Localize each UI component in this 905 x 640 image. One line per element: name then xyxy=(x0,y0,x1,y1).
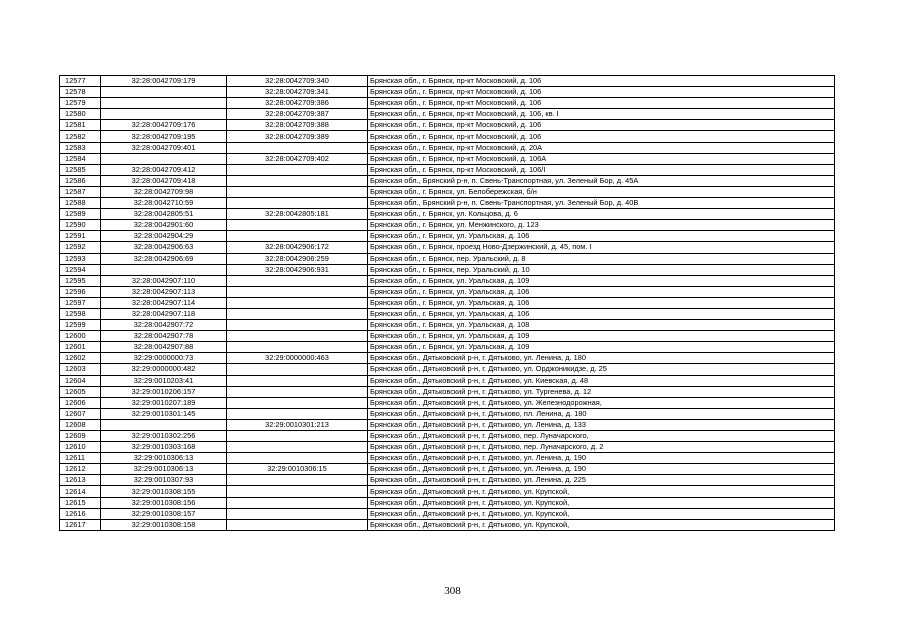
address-cell: Брянская обл., г. Брянск, ул. Уральская, д. 109 xyxy=(368,275,835,286)
linked-cadastral-number-cell xyxy=(227,164,368,175)
cadastral-number-cell xyxy=(101,87,227,98)
address-cell: Брянская обл., г. Брянск, пр-кт Московский, д. 106 xyxy=(368,87,835,98)
table-row xyxy=(60,242,835,253)
table-row xyxy=(60,497,835,508)
table-row xyxy=(60,220,835,231)
row-number-cell: 12609 xyxy=(60,431,101,442)
cadastral-number-cell: 32:29:0010308:158 xyxy=(101,519,227,530)
cadastral-number-cell: 32:28:0042907:72 xyxy=(101,320,227,331)
linked-cadastral-number-cell: 32:29:0010301:213 xyxy=(227,419,368,430)
table-row xyxy=(60,297,835,308)
cadastral-number-cell: 32:28:0042709:176 xyxy=(101,120,227,131)
linked-cadastral-number-cell: 32:29:0010306:15 xyxy=(227,464,368,475)
linked-cadastral-number-cell xyxy=(227,386,368,397)
address-cell: Брянская обл., г. Брянск, пр-кт Московский, д. 106, кв. I xyxy=(368,109,835,120)
cadastral-number-cell: 32:28:0042709:179 xyxy=(101,76,227,87)
address-cell: Брянская обл., г. Брянск, ул. Уральская, д. 106 xyxy=(368,297,835,308)
table-row xyxy=(60,342,835,353)
row-number-cell: 12614 xyxy=(60,486,101,497)
cadastral-number-cell: 32:29:0010203:41 xyxy=(101,375,227,386)
linked-cadastral-number-cell xyxy=(227,475,368,486)
table-row xyxy=(60,320,835,331)
row-number-cell: 12590 xyxy=(60,220,101,231)
table-row xyxy=(60,142,835,153)
linked-cadastral-number-cell xyxy=(227,142,368,153)
row-number-cell: 12585 xyxy=(60,164,101,175)
linked-cadastral-number-cell xyxy=(227,186,368,197)
address-cell: Брянская обл., Дятьковский р-н, г. Дятьково, ул. Ленина, д. 225 xyxy=(368,475,835,486)
cadastral-number-cell: 32:28:0042907:110 xyxy=(101,275,227,286)
row-number-cell: 12605 xyxy=(60,386,101,397)
row-number-cell: 12582 xyxy=(60,131,101,142)
address-cell: Брянская обл., г. Брянск, пер. Уральский, д. 8 xyxy=(368,253,835,264)
table-row xyxy=(60,264,835,275)
row-number-cell: 12580 xyxy=(60,109,101,120)
address-cell: Брянская обл., г. Брянск, пер. Уральский, д. 10 xyxy=(368,264,835,275)
cadastral-number-cell: 32:29:0010302:256 xyxy=(101,431,227,442)
page-number: 308 xyxy=(444,585,461,597)
linked-cadastral-number-cell: 32:28:0042709:340 xyxy=(227,76,368,87)
address-cell: Брянская обл., г. Брянск, проезд Ново-Дзержинский, д. 45, пом. I xyxy=(368,242,835,253)
table-row xyxy=(60,186,835,197)
linked-cadastral-number-cell xyxy=(227,442,368,453)
table-row xyxy=(60,308,835,319)
linked-cadastral-number-cell xyxy=(227,308,368,319)
table-row xyxy=(60,375,835,386)
linked-cadastral-number-cell xyxy=(227,375,368,386)
address-cell: Брянская обл., г. Брянск, ул. Уральская, д. 106 xyxy=(368,308,835,319)
row-number-cell: 12603 xyxy=(60,364,101,375)
address-cell: Брянская обл., г. Брянск, ул. Уральская, д. 108 xyxy=(368,320,835,331)
address-cell: Брянская обл., Дятьковский р-н, г. Дятьково, ул. Киевская, д. 48 xyxy=(368,375,835,386)
cadastral-number-cell: 32:28:0042709:418 xyxy=(101,175,227,186)
table-row xyxy=(60,286,835,297)
table-row xyxy=(60,153,835,164)
address-cell: Брянская обл., Дятьковский р-н, г. Дятьково, ул. Крупской, xyxy=(368,508,835,519)
address-cell: Брянская обл., г. Брянск, ул. Менжинского, д. 123 xyxy=(368,220,835,231)
row-number-cell: 12600 xyxy=(60,331,101,342)
table-row xyxy=(60,442,835,453)
table-row xyxy=(60,275,835,286)
row-number-cell: 12598 xyxy=(60,308,101,319)
linked-cadastral-number-cell xyxy=(227,431,368,442)
row-number-cell: 12592 xyxy=(60,242,101,253)
linked-cadastral-number-cell: 32:28:0042805:181 xyxy=(227,209,368,220)
linked-cadastral-number-cell xyxy=(227,453,368,464)
cadastral-number-cell: 32:28:0042907:114 xyxy=(101,297,227,308)
table-row xyxy=(60,364,835,375)
cadastral-number-cell: 32:28:0042709:98 xyxy=(101,186,227,197)
table-row xyxy=(60,231,835,242)
linked-cadastral-number-cell xyxy=(227,486,368,497)
linked-cadastral-number-cell xyxy=(227,497,368,508)
linked-cadastral-number-cell xyxy=(227,198,368,209)
linked-cadastral-number-cell xyxy=(227,331,368,342)
cadastral-number-cell: 32:28:0042709:412 xyxy=(101,164,227,175)
address-cell: Брянская обл., Дятьковский р-н, г. Дятьково, пл. Ленина, д. 180 xyxy=(368,408,835,419)
address-cell: Брянская обл., г. Брянск, пр-кт Московский, д. 20А xyxy=(368,142,835,153)
address-cell: Брянская обл., г. Брянск, пр-кт Московский, д. 106/I xyxy=(368,164,835,175)
row-number-cell: 12591 xyxy=(60,231,101,242)
table-row xyxy=(60,397,835,408)
table-row xyxy=(60,331,835,342)
cadastral-number-cell xyxy=(101,153,227,164)
table-row xyxy=(60,164,835,175)
cadastral-number-cell: 32:29:0010207:189 xyxy=(101,397,227,408)
linked-cadastral-number-cell xyxy=(227,408,368,419)
address-cell: Брянская обл., Дятьковский р-н, г. Дятьково, ул. Орджоникидзе, д. 25 xyxy=(368,364,835,375)
linked-cadastral-number-cell: 32:28:0042906:172 xyxy=(227,242,368,253)
table-row xyxy=(60,431,835,442)
document-table-container xyxy=(59,75,835,531)
row-number-cell: 12578 xyxy=(60,87,101,98)
table-row xyxy=(60,386,835,397)
address-cell: Брянская обл., Дятьковский р-н, г. Дятьково, ул. Крупской, xyxy=(368,497,835,508)
table-row xyxy=(60,353,835,364)
table-row xyxy=(60,508,835,519)
linked-cadastral-number-cell xyxy=(227,275,368,286)
table-row xyxy=(60,87,835,98)
address-cell: Брянская обл., Дятьковский р-н, г. Дятьково, ул. Крупской, xyxy=(368,486,835,497)
row-number-cell: 12586 xyxy=(60,175,101,186)
row-number-cell: 12602 xyxy=(60,353,101,364)
table-row xyxy=(60,198,835,209)
row-number-cell: 12596 xyxy=(60,286,101,297)
cadastral-number-cell: 32:28:0042906:69 xyxy=(101,253,227,264)
linked-cadastral-number-cell: 32:28:0042709:402 xyxy=(227,153,368,164)
linked-cadastral-number-cell xyxy=(227,175,368,186)
table-row xyxy=(60,519,835,530)
cadastral-number-cell: 32:28:0042906:63 xyxy=(101,242,227,253)
address-cell: Брянская обл., Дятьковский р-н, г. Дятьково, ул. Железнодорожная, xyxy=(368,397,835,408)
cadastral-number-cell: 32:29:0010308:155 xyxy=(101,486,227,497)
address-cell: Брянская обл., Дятьковский р-н, г. Дятьково, ул. Ленина, д. 180 xyxy=(368,353,835,364)
row-number-cell: 12588 xyxy=(60,198,101,209)
linked-cadastral-number-cell xyxy=(227,397,368,408)
table-row xyxy=(60,109,835,120)
linked-cadastral-number-cell xyxy=(227,364,368,375)
address-cell: Брянская обл., г. Брянск, пр-кт Московский, д. 106 xyxy=(368,76,835,87)
cadastral-number-cell: 32:28:0042907:118 xyxy=(101,308,227,319)
table-row xyxy=(60,419,835,430)
address-cell: Брянская обл., Брянский р-н, п. Свень-Транспортная, ул. Зеленый Бор, д. 45А xyxy=(368,175,835,186)
address-cell: Брянская обл., Брянский р-н, п. Свень-Транспортная, ул. Зеленый Бор, д. 40В xyxy=(368,198,835,209)
address-cell: Брянская обл., Дятьковский р-н, г. Дятьково, пер. Луначарского, xyxy=(368,431,835,442)
linked-cadastral-number-cell xyxy=(227,297,368,308)
table-row xyxy=(60,453,835,464)
address-cell: Брянская обл., Дятьковский р-н, г. Дятьково, ул. Ленина, д. 133 xyxy=(368,419,835,430)
row-number-cell: 12604 xyxy=(60,375,101,386)
row-number-cell: 12612 xyxy=(60,464,101,475)
cadastral-number-cell: 32:28:0042907:78 xyxy=(101,331,227,342)
row-number-cell: 12617 xyxy=(60,519,101,530)
address-cell: Брянская обл., г. Брянск, пр-кт Московский, д. 106 xyxy=(368,120,835,131)
cadastral-number-cell: 32:29:0010206:157 xyxy=(101,386,227,397)
table-row xyxy=(60,408,835,419)
linked-cadastral-number-cell: 32:29:0000000:463 xyxy=(227,353,368,364)
address-cell: Брянская обл., Дятьковский р-н, г. Дятьково, ул. Крупской, xyxy=(368,519,835,530)
linked-cadastral-number-cell: 32:28:0042709:389 xyxy=(227,131,368,142)
linked-cadastral-number-cell: 32:28:0042906:931 xyxy=(227,264,368,275)
cadastral-number-cell: 32:29:0010308:156 xyxy=(101,497,227,508)
row-number-cell: 12584 xyxy=(60,153,101,164)
row-number-cell: 12601 xyxy=(60,342,101,353)
row-number-cell: 12583 xyxy=(60,142,101,153)
linked-cadastral-number-cell: 32:28:0042709:386 xyxy=(227,98,368,109)
address-cell: Брянская обл., Дятьковский р-н, г. Дятьково, пер. Луначарского, д. 2 xyxy=(368,442,835,453)
linked-cadastral-number-cell xyxy=(227,508,368,519)
row-number-cell: 12593 xyxy=(60,253,101,264)
linked-cadastral-number-cell xyxy=(227,342,368,353)
row-number-cell: 12599 xyxy=(60,320,101,331)
table-row xyxy=(60,98,835,109)
linked-cadastral-number-cell: 32:28:0042709:341 xyxy=(227,87,368,98)
cadastral-number-cell xyxy=(101,419,227,430)
cadastral-number-cell: 32:29:0010306:13 xyxy=(101,453,227,464)
cadastral-number-cell: 32:28:0042709:401 xyxy=(101,142,227,153)
row-number-cell: 12595 xyxy=(60,275,101,286)
row-number-cell: 12616 xyxy=(60,508,101,519)
linked-cadastral-number-cell: 32:28:0042709:387 xyxy=(227,109,368,120)
linked-cadastral-number-cell: 32:28:0042709:388 xyxy=(227,120,368,131)
row-number-cell: 12613 xyxy=(60,475,101,486)
table-row xyxy=(60,120,835,131)
address-cell: Брянская обл., г. Брянск, пр-кт Московский, д. 106 xyxy=(368,131,835,142)
cadastral-number-cell xyxy=(101,109,227,120)
cadastral-number-cell: 32:28:0042904:29 xyxy=(101,231,227,242)
row-number-cell: 12597 xyxy=(60,297,101,308)
row-number-cell: 12579 xyxy=(60,98,101,109)
cadastral-number-cell: 32:28:0042709:195 xyxy=(101,131,227,142)
property-table xyxy=(59,75,835,531)
address-cell: Брянская обл., г. Брянск, ул. Уральская, д. 109 xyxy=(368,342,835,353)
cadastral-number-cell: 32:28:0042907:113 xyxy=(101,286,227,297)
address-cell: Брянская обл., г. Брянск, пр-кт Московский, д. 106 xyxy=(368,98,835,109)
table-row xyxy=(60,175,835,186)
row-number-cell: 12607 xyxy=(60,408,101,419)
cadastral-number-cell: 32:29:0010307:93 xyxy=(101,475,227,486)
cadastral-number-cell: 32:28:0042805:51 xyxy=(101,209,227,220)
row-number-cell: 12608 xyxy=(60,419,101,430)
address-cell: Брянская обл., Дятьковский р-н, г. Дятьково, ул. Тургенева, д. 12 xyxy=(368,386,835,397)
cadastral-number-cell: 32:29:0010301:145 xyxy=(101,408,227,419)
row-number-cell: 12589 xyxy=(60,209,101,220)
row-number-cell: 12615 xyxy=(60,497,101,508)
address-cell: Брянская обл., г. Брянск, ул. Белобережская, б/н xyxy=(368,186,835,197)
row-number-cell: 12587 xyxy=(60,186,101,197)
cadastral-number-cell: 32:28:0042907:88 xyxy=(101,342,227,353)
table-row xyxy=(60,209,835,220)
row-number-cell: 12577 xyxy=(60,76,101,87)
address-cell: Брянская обл., Дятьковский р-н, г. Дятьково, ул. Ленина, д. 190 xyxy=(368,464,835,475)
address-cell: Брянская обл., Дятьковский р-н, г. Дятьково, ул. Ленина, д. 190 xyxy=(368,453,835,464)
row-number-cell: 12594 xyxy=(60,264,101,275)
linked-cadastral-number-cell xyxy=(227,286,368,297)
address-cell: Брянская обл., г. Брянск, ул. Уральская, д. 106 xyxy=(368,286,835,297)
cadastral-number-cell: 32:29:0010303:168 xyxy=(101,442,227,453)
linked-cadastral-number-cell xyxy=(227,231,368,242)
table-row xyxy=(60,464,835,475)
linked-cadastral-number-cell: 32:28:0042906:259 xyxy=(227,253,368,264)
address-cell: Брянская обл., г. Брянск, ул. Уральская, д. 106 xyxy=(368,231,835,242)
table-body xyxy=(60,76,835,531)
table-row xyxy=(60,131,835,142)
linked-cadastral-number-cell xyxy=(227,320,368,331)
address-cell: Брянская обл., г. Брянск, ул. Кольцова, д. 6 xyxy=(368,209,835,220)
row-number-cell: 12611 xyxy=(60,453,101,464)
address-cell: Брянская обл., г. Брянск, ул. Уральская, д. 109 xyxy=(368,331,835,342)
cadastral-number-cell: 32:28:0042710:59 xyxy=(101,198,227,209)
linked-cadastral-number-cell xyxy=(227,220,368,231)
linked-cadastral-number-cell xyxy=(227,519,368,530)
table-row xyxy=(60,486,835,497)
row-number-cell: 12606 xyxy=(60,397,101,408)
address-cell: Брянская обл., г. Брянск, пр-кт Московский, д. 106А xyxy=(368,153,835,164)
cadastral-number-cell: 32:29:0010306:13 xyxy=(101,464,227,475)
cadastral-number-cell xyxy=(101,98,227,109)
row-number-cell: 12610 xyxy=(60,442,101,453)
cadastral-number-cell xyxy=(101,264,227,275)
cadastral-number-cell: 32:29:0000000:482 xyxy=(101,364,227,375)
cadastral-number-cell: 32:29:0000000:73 xyxy=(101,353,227,364)
table-row xyxy=(60,253,835,264)
table-row xyxy=(60,76,835,87)
table-row xyxy=(60,475,835,486)
row-number-cell: 12581 xyxy=(60,120,101,131)
cadastral-number-cell: 32:28:0042901:60 xyxy=(101,220,227,231)
cadastral-number-cell: 32:29:0010308:157 xyxy=(101,508,227,519)
